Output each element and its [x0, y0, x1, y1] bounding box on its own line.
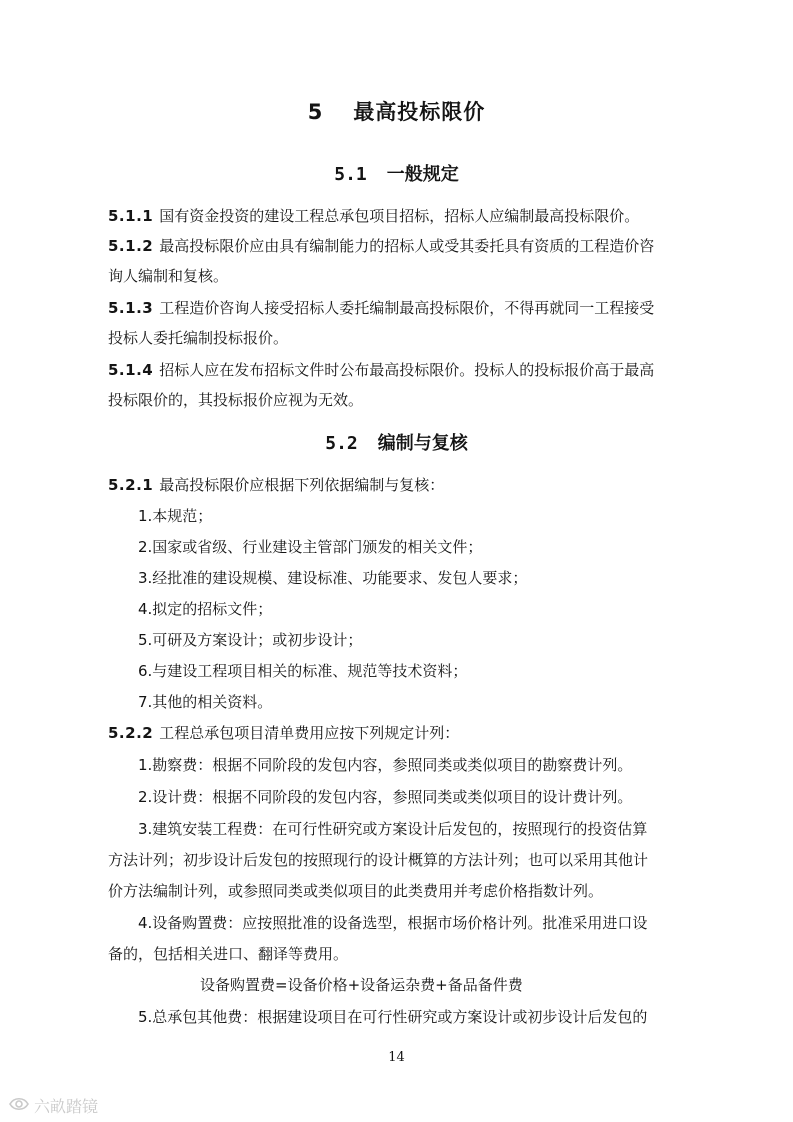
- fee-item-1: 1.勘察费：根据不同阶段的发包内容，参照同类或类似项目的勘察费计列。: [138, 756, 633, 774]
- clause-5-2-2-line-1: [108, 722, 459, 744]
- basis-item-7: 7.其他的相关资料。: [138, 693, 273, 711]
- clause-text: 招标人应在发布招标文件时公布最高投标限价。投标人的投标报价高于最高: [159, 361, 655, 379]
- clause-number: 5.2.1: [108, 476, 154, 494]
- chapter-number: 5: [307, 100, 324, 124]
- fee-item-3-line-1: 3.建筑安装工程费：在可行性研究或方案设计后发包的，按照现行的投资估算: [138, 820, 648, 838]
- chapter-heading: [0, 96, 793, 126]
- section-title: 编制与复核: [377, 433, 468, 454]
- chapter-title: 最高投标限价: [353, 100, 486, 124]
- clause-text: 国有资金投资的建设工程总承包项目招标，招标人应编制最高投标限价。: [159, 207, 640, 225]
- page-number: 14: [388, 1050, 405, 1065]
- clause-5-1-3-line-2: 投标人委托编制投标报价。: [108, 329, 289, 347]
- basis-item-2: 2.国家或省级、行业建设主管部门颁发的相关文件；: [138, 538, 483, 556]
- basis-item-4: 4.拟定的招标文件；: [138, 600, 273, 618]
- clause-number: 5.1.2: [108, 237, 154, 255]
- clause-number: 5.2.2: [108, 724, 154, 742]
- clause-number: 5.1.4: [108, 361, 154, 379]
- fee-item-4-line-2: 备的，包括相关进口、翻译等费用。: [108, 945, 349, 963]
- clause-text: 最高投标限价应根据下列依据编制与复核：: [159, 476, 445, 494]
- section-number: 5.1: [334, 164, 367, 185]
- clause-5-1-2-line-1: [108, 235, 654, 257]
- fee-item-3-line-2: 方法计列；初步设计后发包的按照现行的设计概算的方法计列；也可以采用其他计: [108, 851, 649, 869]
- fee-item-4-line-1: 4.设备购置费：应按照批准的设备选型，根据市场价格计列。批准采用进口设: [138, 914, 648, 932]
- clause-5-1-2-line-2: 询人编制和复核。: [108, 267, 229, 285]
- clause-text: 工程造价咨询人接受招标人委托编制最高投标限价，不得再就同一工程接受: [159, 299, 655, 317]
- clause-text: 工程总承包项目清单费用应按下列规定计列：: [159, 724, 460, 742]
- clause-5-1-4-line-2: 投标限价的，其投标报价应视为无效。: [108, 391, 364, 409]
- section-number: 5.2: [325, 433, 358, 454]
- basis-item-1: 1.本规范；: [138, 507, 213, 525]
- clause-5-1-1-line-1: [108, 205, 639, 227]
- watermark: [8, 1094, 98, 1117]
- section-heading-5-2: [0, 429, 793, 455]
- basis-item-5: 5.可研及方案设计；或初步设计；: [138, 631, 363, 649]
- clause-5-2-1-line-1: [108, 474, 444, 496]
- section-title: 一般规定: [386, 164, 459, 185]
- fee-item-2: 2.设计费：根据不同阶段的发包内容，参照同类或类似项目的设计费计列。: [138, 788, 633, 806]
- fee-item-5-line-1: 5.总承包其他费：根据建设项目在可行性研究或方案设计或初步设计后发包的: [138, 1008, 648, 1026]
- clause-5-1-4-line-1: [108, 359, 654, 381]
- basis-item-3: 3.经批准的建设规模、建设标准、功能要求、发包人要求；: [138, 569, 528, 587]
- clause-5-1-3-line-1: [108, 297, 654, 319]
- watermark-text: 六畝踏镜: [34, 1097, 99, 1116]
- eye-logo-icon: [8, 1095, 30, 1117]
- clause-text: 最高投标限价应由具有编制能力的招标人或受其委托具有资质的工程造价咨: [159, 237, 655, 255]
- section-heading-5-1: [0, 160, 793, 186]
- basis-item-6: 6.与建设工程项目相关的标准、规范等技术资料；: [138, 662, 468, 680]
- fee-item-3-line-3: 价方法编制计列，或参照同类或类似项目的此类费用并考虑价格指数计列。: [108, 882, 604, 900]
- clause-number: 5.1.3: [108, 299, 154, 317]
- clause-number: 5.1.1: [108, 207, 154, 225]
- formula-equipment-cost: 设备购置费=设备价格+设备运杂费+备品备件费: [200, 976, 523, 994]
